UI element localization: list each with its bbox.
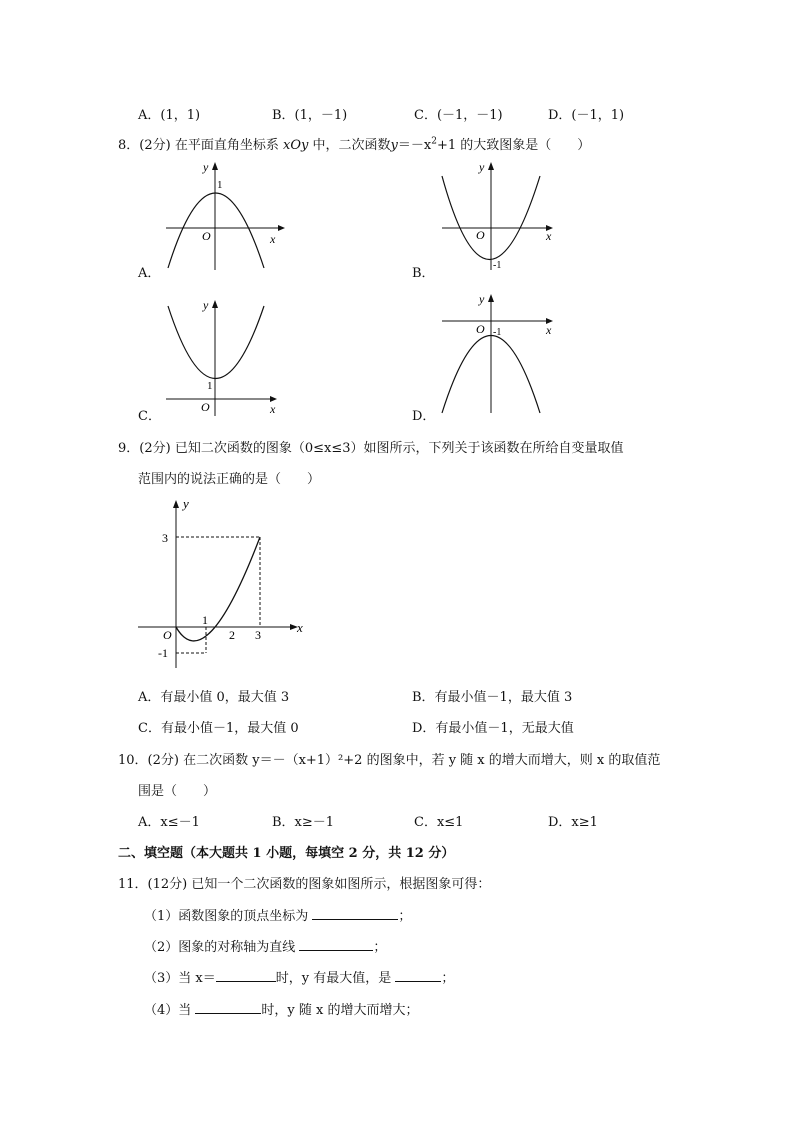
q8b-tick: -1 bbox=[493, 260, 502, 271]
q10-line1: 10．(2分) 在二次函数 y＝－（x+1）²+2 的图象中，若 y 随 x 的增大而增大，则 x 的取值范 bbox=[118, 753, 661, 768]
q10-line2: 围是（ ） bbox=[138, 784, 217, 799]
q9-option-d: D．有最小值－1，无最大值 bbox=[412, 721, 574, 736]
q8-graph-b bbox=[436, 158, 566, 273]
q11-sub4 bbox=[144, 999, 419, 1018]
q8c-axis-x: x bbox=[270, 402, 276, 416]
q11-sub1-text: （1）函数图象的顶点坐标为 bbox=[144, 909, 309, 924]
q9-option-c: C．有最小值－1，最大值 0 bbox=[138, 721, 299, 736]
q8d-axis-y: y bbox=[479, 292, 485, 306]
q11-sub3-end: ； bbox=[441, 971, 455, 986]
q7-option-a: A．(1，1) bbox=[138, 108, 201, 123]
q11-line1: 11．(12分) 已知一个二次函数的图象如图所示，根据图象可得： bbox=[118, 877, 491, 892]
q10-option-a: A．x≤－1 bbox=[138, 815, 200, 830]
q8a-axis-x: x bbox=[270, 232, 276, 246]
q7-option-b: B．(1，－1) bbox=[272, 108, 348, 123]
q10-option-d: D．x≥1 bbox=[548, 815, 598, 830]
q11-sub1 bbox=[144, 905, 411, 924]
q9-origin: O bbox=[163, 628, 172, 642]
q8-text-mid: 中，二次函数 bbox=[312, 138, 391, 153]
q10-option-b: B．x≥－1 bbox=[272, 815, 335, 830]
q7-option-c: C．(－1，－1) bbox=[414, 108, 503, 123]
q10-option-c: C．x≤1 bbox=[414, 815, 464, 830]
q9-graph bbox=[132, 496, 312, 676]
q8c-origin: O bbox=[201, 400, 210, 414]
q9-line2: 范围内的说法正确的是（ ） bbox=[138, 472, 321, 487]
q8d-axis-x: x bbox=[546, 323, 552, 337]
q11-sub4-b: 时，y 随 x 的增大而增大； bbox=[261, 1003, 419, 1018]
q11-sub2-end: ； bbox=[373, 940, 387, 955]
q8b-axis-y: y bbox=[479, 160, 485, 174]
q11-sub2-blank[interactable] bbox=[299, 936, 373, 951]
q8-text-before: 在平面直角坐标系 bbox=[174, 138, 279, 153]
q8-stem bbox=[118, 134, 590, 153]
q9-axis-y: y bbox=[183, 496, 189, 511]
q11-sub3-blank2[interactable] bbox=[395, 967, 441, 982]
q11-sub3-blank1[interactable] bbox=[216, 967, 276, 982]
q8-formula-y: y bbox=[390, 138, 398, 153]
q8-score: (2分) bbox=[139, 138, 171, 153]
q9-ytick-neg1: -1 bbox=[158, 646, 168, 660]
q11-sub1-blank[interactable] bbox=[312, 905, 398, 920]
q8-label-c: C． bbox=[138, 409, 161, 424]
q9-option-b: B．有最小值－1，最大值 3 bbox=[412, 690, 573, 705]
q8-label-a: A． bbox=[138, 266, 161, 281]
q8a-tick: 1 bbox=[217, 179, 223, 191]
q9-ytick-3: 3 bbox=[162, 531, 168, 545]
q9-line1: 9．(2分) 已知二次函数的图象（0≤x≤3）如图所示，下列关于该函数在所给自变量取值 bbox=[118, 441, 624, 456]
q11-sub3 bbox=[144, 967, 454, 986]
q8-graph-c bbox=[160, 296, 290, 421]
q8b-axis-x: x bbox=[546, 229, 552, 243]
q11-sub4-blank[interactable] bbox=[195, 999, 261, 1014]
q11-sub1-end: ； bbox=[398, 909, 412, 924]
q9-option-a: A．有最小值 0，最大值 3 bbox=[138, 690, 290, 705]
q8-system: xOy bbox=[283, 138, 309, 153]
q9-xtick-1: 1 bbox=[202, 613, 208, 627]
q11-sub2 bbox=[144, 936, 386, 955]
q8-text-after: 的大致图象是（ ） bbox=[460, 138, 591, 153]
section2-title: 二、填空题（本大题共 1 小题，每填空 2 分，共 12 分） bbox=[118, 846, 455, 861]
q8c-axis-y: y bbox=[203, 298, 209, 312]
q8-graph-d bbox=[436, 288, 566, 418]
q11-sub2-text: （2）图象的对称轴为直线 bbox=[144, 940, 296, 955]
q8-formula-rest: ＝－x bbox=[397, 138, 432, 153]
q8c-tick: 1 bbox=[207, 380, 213, 392]
q11-sub3-b: 时，y 有最大值，是 bbox=[275, 971, 392, 986]
q8-formula-tail: +1 bbox=[436, 138, 457, 153]
q9-xtick-3: 3 bbox=[255, 628, 261, 642]
q8b-origin: O bbox=[476, 228, 485, 242]
q11-sub4-a: （4）当 bbox=[144, 1003, 192, 1018]
q8d-tick: -1 bbox=[493, 327, 502, 338]
q8-graph-a bbox=[160, 158, 290, 273]
q8-number: 8． bbox=[118, 138, 140, 153]
q7-option-d: D．(－1，1) bbox=[548, 108, 625, 123]
q8a-axis-y: y bbox=[203, 160, 209, 174]
q8-label-b: B． bbox=[412, 266, 435, 281]
q8-formula-exp: 2 bbox=[431, 136, 437, 147]
q11-sub3-a: （3）当 x＝ bbox=[144, 971, 216, 986]
q8a-origin: O bbox=[202, 229, 211, 243]
q8-label-d: D． bbox=[412, 409, 436, 424]
q9-xtick-2: 2 bbox=[229, 628, 235, 642]
q8d-origin: O bbox=[476, 322, 485, 336]
q9-axis-x: x bbox=[297, 620, 303, 635]
